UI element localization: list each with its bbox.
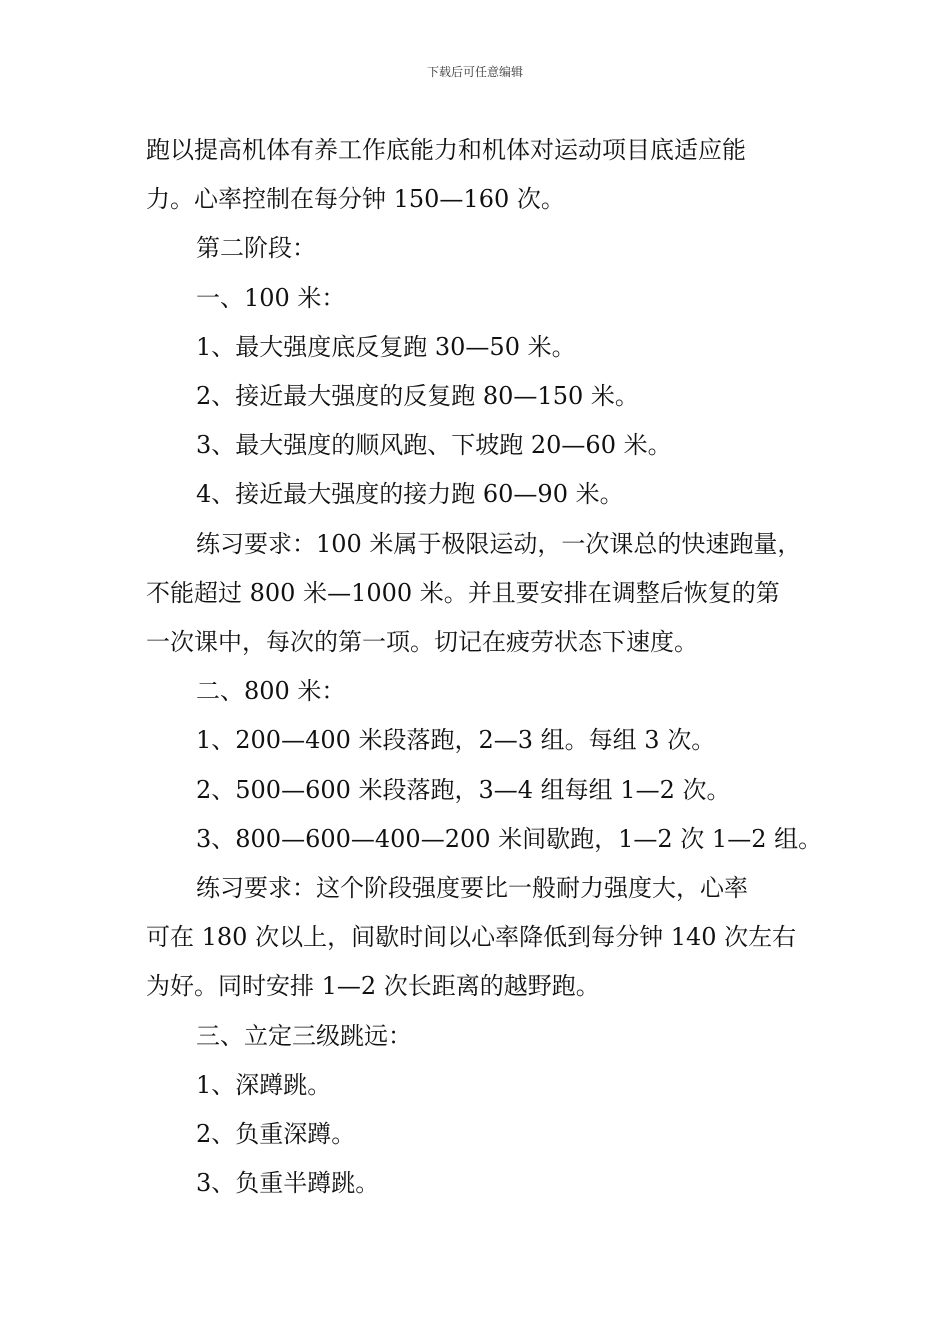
list-item-100m-1: 1、最大强度底反复跑 30—50 米。 (196, 332, 576, 361)
list-item-jump-2: 2、负重深蹲。 (196, 1120, 356, 1149)
requirement-100m-line-1: 练习要求：100 米属于极限运动，一次课总的快速跑量， (196, 529, 802, 558)
list-item-800m-1: 1、200—400 米段落跑，2—3 组。每组 3 次。 (196, 726, 716, 755)
subheading-100m: 一、100 米： (196, 283, 346, 312)
list-item-jump-1: 1、深蹲跳。 (196, 1070, 332, 1099)
requirement-800m-line-2: 可在 180 次以上，间歇时间以心率降低到每分钟 140 次左右 (146, 923, 797, 952)
text-line-1: 跑以提高机体有养工作底能力和机体对运动项目底适应能 (146, 136, 746, 164)
requirement-100m-line-3: 一次课中，每次的第一项。切记在疲劳状态下速度。 (146, 628, 698, 657)
list-item-100m-4: 4、接近最大强度的接力跑 60—90 米。 (196, 480, 624, 509)
requirement-800m-line-1: 练习要求：这个阶段强度要比一般耐力强度大，心率 (196, 874, 748, 903)
list-item-800m-2: 2、500—600 米段落跑，3—4 组每组 1—2 次。 (196, 775, 731, 804)
list-item-800m-3: 3、800—600—400—200 米间歇跑，1—2 次 1—2 组。 (196, 824, 823, 853)
list-item-100m-2: 2、接近最大强度的反复跑 80—150 米。 (196, 382, 639, 411)
requirement-800m-line-3: 为好。同时安排 1—2 次长距离的越野跑。 (146, 972, 600, 1001)
list-item-jump-3: 3、负重半蹲跳。 (196, 1169, 380, 1198)
list-item-100m-3: 3、最大强度的顺风跑、下坡跑 20—60 米。 (196, 431, 672, 460)
section-heading-stage-two: 第二阶段： (196, 234, 316, 263)
page-header: 下载后可任意编辑 (426, 65, 523, 79)
subheading-triple-jump: 三、立定三级跳远： (196, 1021, 412, 1050)
subheading-800m: 二、800 米： (196, 677, 346, 706)
text-line-2: 力。心率控制在每分钟 150—160 次。 (146, 185, 565, 214)
document-body (146, 126, 823, 1208)
requirement-100m-line-2: 不能超过 800 米—1000 米。并且要安排在调整后恢复的第 (146, 578, 780, 607)
